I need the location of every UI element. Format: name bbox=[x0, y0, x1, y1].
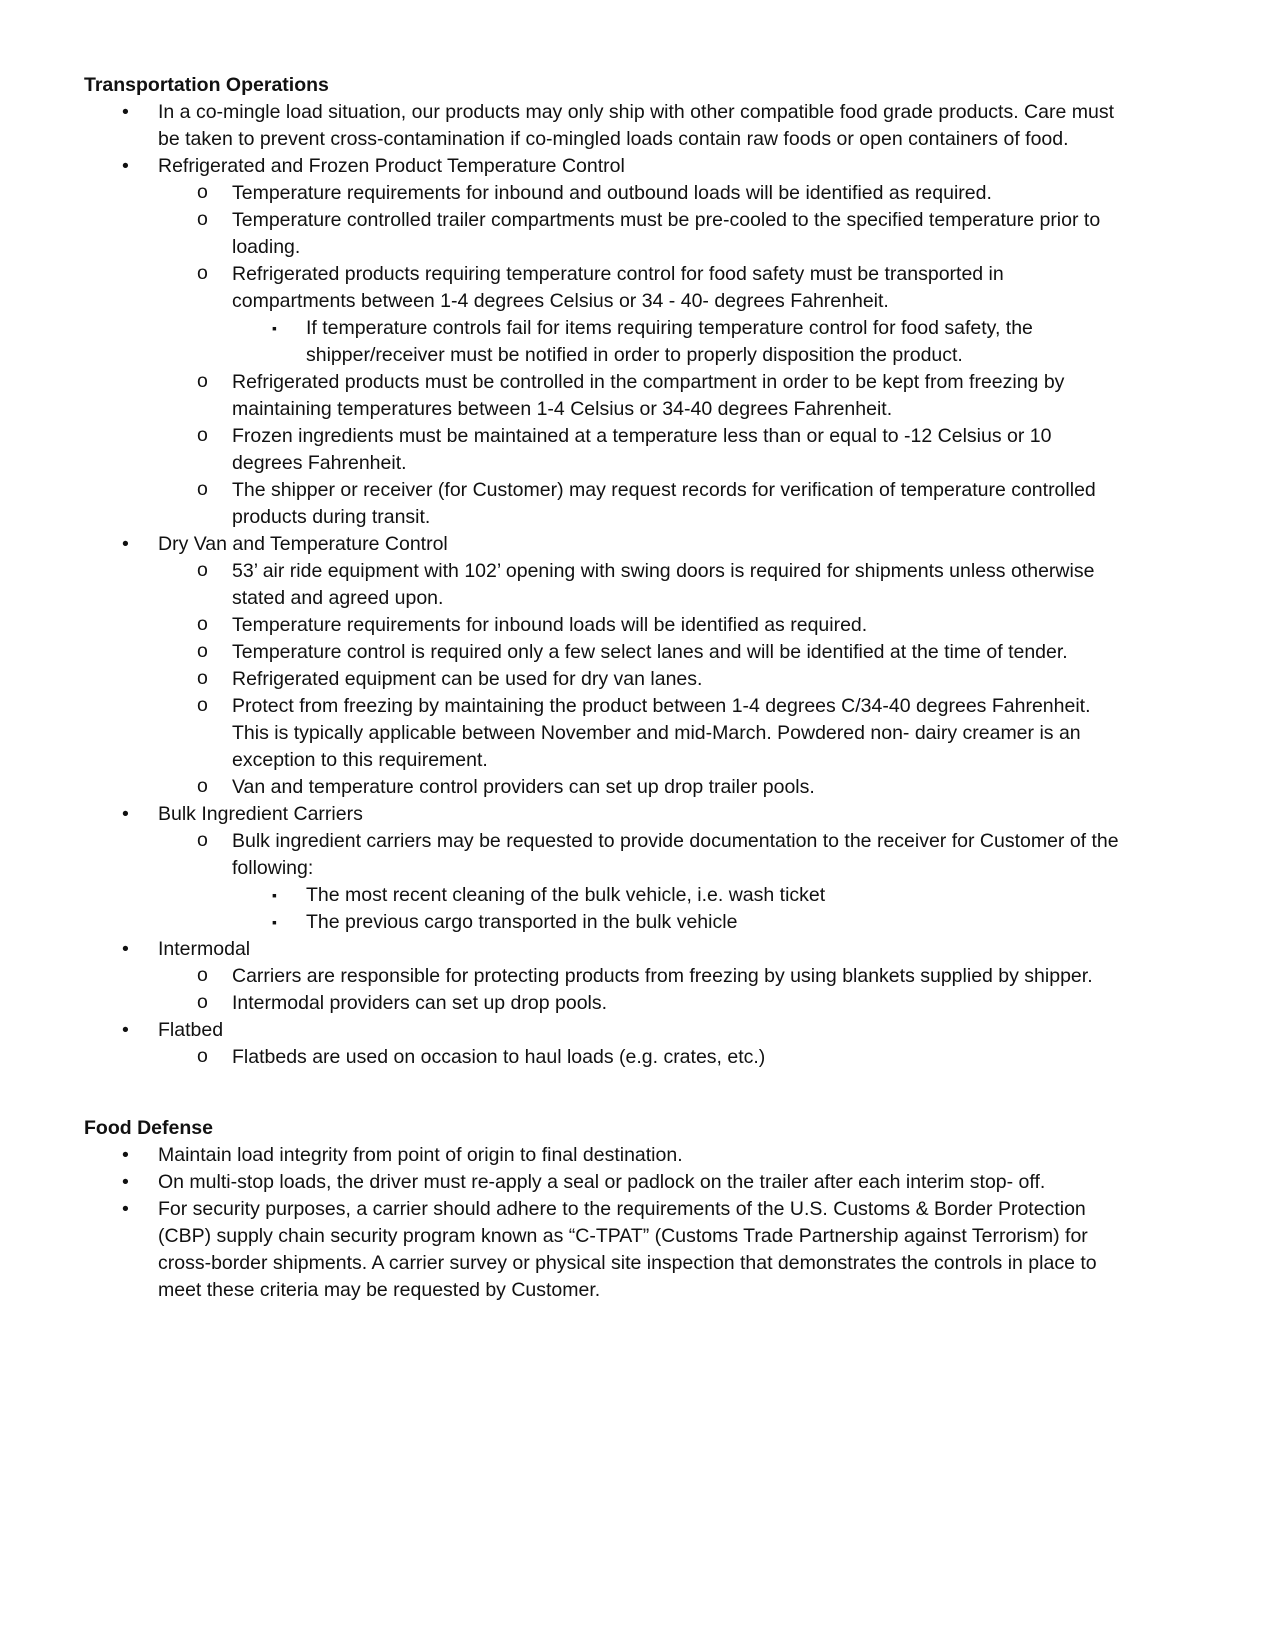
bullet-marker: o bbox=[197, 694, 208, 716]
list-item-text: Intermodal providers can set up drop pools. bbox=[232, 992, 608, 1014]
bullet-marker: • bbox=[122, 1198, 129, 1220]
list-item-level-1 bbox=[0, 1017, 1275, 1044]
list-item-text: On multi-stop loads, the driver must re-apply a seal or padlock on the trailer after each interim stop- off. bbox=[158, 1171, 1046, 1193]
bullet-marker: • bbox=[122, 155, 129, 177]
section-heading: Food Defense bbox=[84, 1117, 213, 1139]
list-item-text: In a co-mingle load situation, our products may only ship with other compatible food grade products. Care must be taken to prevent cross-contamination if co-mingled loads contain raw foods or open containers of food. bbox=[158, 101, 1114, 150]
bullet-marker: o bbox=[197, 181, 208, 203]
list-item-level-2 bbox=[0, 612, 1275, 639]
section-food-defense bbox=[0, 1115, 1275, 1304]
bullet-marker: ▪ bbox=[272, 320, 277, 336]
bullet-marker: o bbox=[197, 964, 208, 986]
bullet-marker: • bbox=[122, 1171, 129, 1193]
bullet-marker: o bbox=[197, 424, 208, 446]
list-item-level-1 bbox=[0, 801, 1275, 828]
list-item-text: Intermodal bbox=[158, 938, 251, 960]
list-item-text: If temperature controls fail for items requiring temperature control for food safety, the shipper/receiver must be notified in order to properly disposition the product. bbox=[306, 317, 1033, 366]
list-item-level-1 bbox=[0, 531, 1275, 558]
bullet-marker: o bbox=[197, 829, 208, 851]
list-item-level-1 bbox=[0, 1169, 1275, 1196]
bullet-marker: • bbox=[122, 101, 129, 123]
list-item-text: Temperature control is required only a few select lanes and will be identified at the time of tender. bbox=[232, 641, 1068, 663]
bullet-marker: o bbox=[197, 667, 208, 689]
list-item-text: For security purposes, a carrier should adhere to the requirements of the U.S. Customs & Border Protection (CBP) supply chain security program known as “C-TPAT” (Customs Trade Partnership against Terrorism) for cross-border shipments. A carrier survey or physical site inspection that demonstrates the controls in place to meet these criteria may be requested by Customer. bbox=[158, 1198, 1097, 1301]
list-item-level-3 bbox=[0, 315, 1275, 369]
bullet-marker: ▪ bbox=[272, 887, 277, 903]
list-item-text: The previous cargo transported in the bulk vehicle bbox=[306, 911, 738, 933]
list-item-level-2 bbox=[0, 369, 1275, 423]
bullet-marker: o bbox=[197, 991, 208, 1013]
list-item-level-1 bbox=[0, 1196, 1275, 1304]
bullet-marker: o bbox=[197, 208, 208, 230]
list-item-level-2 bbox=[0, 1044, 1275, 1071]
bullet-marker: o bbox=[197, 262, 208, 284]
list-item-text: Carriers are responsible for protecting products from freezing by using blankets supplied by shipper. bbox=[232, 965, 1093, 987]
list-item-text: Refrigerated products requiring temperature control for food safety must be transported in compartments between 1-4 degrees Celsius or 34 - 40- degrees Fahrenheit. bbox=[232, 263, 1004, 312]
list-item-text: Bulk ingredient carriers may be requested to provide documentation to the receiver for Customer of the following: bbox=[232, 830, 1119, 879]
bullet-marker: o bbox=[197, 1045, 208, 1067]
list-item-text: Temperature controlled trailer compartments must be pre-cooled to the specified temperature prior to loading. bbox=[232, 209, 1101, 258]
list-item-level-2 bbox=[0, 774, 1275, 801]
list-item-text: Flatbed bbox=[158, 1019, 224, 1041]
bullet-marker: o bbox=[197, 370, 208, 392]
list-item-text: Temperature requirements for inbound loads will be identified as required. bbox=[232, 614, 868, 636]
list-item-level-1 bbox=[0, 1142, 1275, 1169]
bullet-marker: o bbox=[197, 559, 208, 581]
list-item-level-2 bbox=[0, 639, 1275, 666]
bullet-list bbox=[0, 99, 1275, 1071]
list-item-text: The shipper or receiver (for Customer) may request records for verification of temperature controlled products during transit. bbox=[232, 479, 1096, 528]
list-item-level-2 bbox=[0, 180, 1275, 207]
bullet-marker: o bbox=[197, 640, 208, 662]
bullet-marker: o bbox=[197, 775, 208, 797]
list-item-text: The most recent cleaning of the bulk vehicle, i.e. wash ticket bbox=[306, 884, 826, 906]
list-item-text: Refrigerated and Frozen Product Temperature Control bbox=[158, 155, 625, 177]
section-heading: Transportation Operations bbox=[84, 74, 329, 96]
list-item-level-2 bbox=[0, 963, 1275, 990]
list-item-level-1 bbox=[0, 936, 1275, 963]
list-item-level-2 bbox=[0, 990, 1275, 1017]
list-item-text: 53’ air ride equipment with 102’ opening with swing doors is required for shipments unless otherwise stated and agreed upon. bbox=[232, 560, 1095, 609]
list-item-text: Maintain load integrity from point of origin to final destination. bbox=[158, 1144, 683, 1166]
list-item-level-2 bbox=[0, 261, 1275, 315]
list-item-level-3 bbox=[0, 882, 1275, 909]
list-item-level-2 bbox=[0, 828, 1275, 882]
bullet-marker: • bbox=[122, 533, 129, 555]
section-transportation-operations bbox=[0, 72, 1275, 1071]
list-item-level-2 bbox=[0, 207, 1275, 261]
list-item-text: Van and temperature control providers can set up drop trailer pools. bbox=[232, 776, 815, 798]
list-item-text: Flatbeds are used on occasion to haul loads (e.g. crates, etc.) bbox=[232, 1046, 766, 1068]
bullet-marker: • bbox=[122, 1019, 129, 1041]
list-item-level-1 bbox=[0, 153, 1275, 180]
list-item-level-2 bbox=[0, 666, 1275, 693]
list-item-level-3 bbox=[0, 909, 1275, 936]
list-item-level-2 bbox=[0, 423, 1275, 477]
bullet-marker: ▪ bbox=[272, 914, 277, 930]
bullet-marker: • bbox=[122, 803, 129, 825]
list-item-text: Refrigerated equipment can be used for dry van lanes. bbox=[232, 668, 703, 690]
list-item-text: Dry Van and Temperature Control bbox=[158, 533, 448, 555]
list-item-text: Refrigerated products must be controlled in the compartment in order to be kept from freezing by maintaining temperatures between 1-4 Celsius or 34-40 degrees Fahrenheit. bbox=[232, 371, 1065, 420]
bullet-marker: • bbox=[122, 1144, 129, 1166]
bullet-marker: • bbox=[122, 938, 129, 960]
list-item-level-2 bbox=[0, 693, 1275, 774]
bullet-marker: o bbox=[197, 478, 208, 500]
list-item-text: Temperature requirements for inbound and outbound loads will be identified as required. bbox=[232, 182, 992, 204]
list-item-text: Bulk Ingredient Carriers bbox=[158, 803, 363, 825]
list-item-level-2 bbox=[0, 477, 1275, 531]
bullet-marker: o bbox=[197, 613, 208, 635]
bullet-list bbox=[0, 1142, 1275, 1304]
list-item-level-2 bbox=[0, 558, 1275, 612]
list-item-level-1 bbox=[0, 99, 1275, 153]
list-item-text: Protect from freezing by maintaining the product between 1-4 degrees C/34-40 degrees Fahrenheit. This is typically applicable between November and mid-March. Powdered non- dairy creamer is an exception to this requirement. bbox=[232, 695, 1091, 771]
list-item-text: Frozen ingredients must be maintained at a temperature less than or equal to -12 Celsius or 10 degrees Fahrenheit. bbox=[232, 425, 1052, 474]
